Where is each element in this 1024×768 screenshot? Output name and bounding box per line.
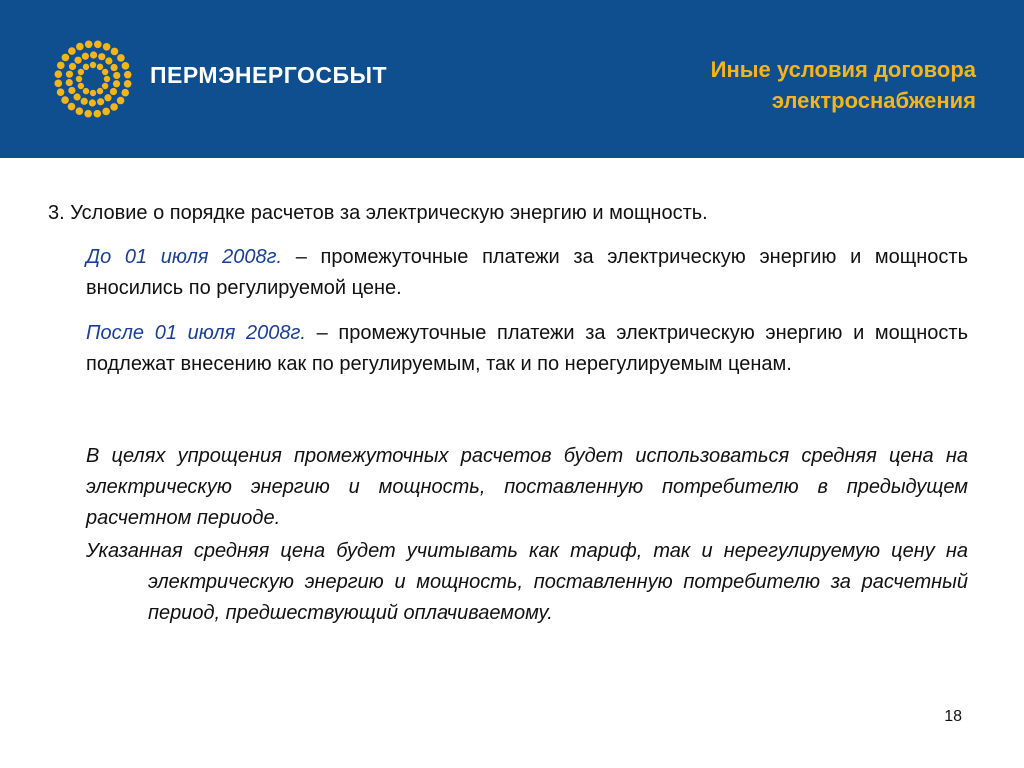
logo-dot [90, 51, 97, 58]
logo-dot [105, 57, 112, 64]
slide-title-line-2: электроснабжения [771, 88, 976, 113]
logo-dot [97, 64, 103, 70]
brand-name: ПЕРМЭНЕРГОСБЫТ [150, 62, 388, 88]
logo-dot [110, 88, 117, 95]
sun-dots-logo-icon [52, 38, 134, 120]
logo-dot [57, 88, 65, 96]
logo-dot [104, 76, 110, 82]
logo-dot [117, 54, 125, 62]
logo-dot [76, 76, 82, 82]
logo-dot [110, 103, 118, 111]
section-heading: 3. Условие о порядке расчетов за электрическую энергию и мощность. [48, 202, 708, 224]
logo-dot [110, 64, 117, 71]
logo-dot [89, 99, 96, 106]
logo-dot [90, 62, 96, 68]
logo-dot [81, 98, 88, 105]
logo-dot [66, 79, 73, 86]
logo-dot [94, 110, 102, 118]
logo-dot [103, 43, 111, 51]
date-after: После 01 июля 2008г. [86, 322, 306, 344]
page-number: 18 [944, 708, 962, 725]
logo-dot [68, 47, 76, 55]
logo-dot [74, 57, 81, 64]
logo-dot [78, 83, 84, 89]
logo-dot [121, 89, 129, 97]
logo-dot [68, 87, 75, 94]
logo-dot [62, 54, 70, 62]
logo-dot [122, 62, 130, 70]
logo-dot [97, 88, 103, 94]
logo-dot [102, 83, 108, 89]
header-bar [0, 0, 1024, 158]
logo-dot [113, 80, 120, 87]
logo-dot [104, 94, 111, 101]
logo-dot [83, 64, 89, 70]
logo-dot [68, 103, 76, 111]
logo-dot [76, 43, 84, 51]
slide-title-line-1: Иные условия договора [710, 57, 976, 82]
logo-dot [78, 69, 84, 75]
paragraph-before-text: – промежуточные платежи за электрическую энергию и мощность вносились по регулируемой цене. [86, 246, 968, 299]
slide-title [596, 54, 976, 116]
logo-dot [98, 53, 105, 60]
paragraph-after-july [86, 318, 968, 380]
logo-dot [61, 96, 69, 104]
logo-dot [97, 98, 104, 105]
logo-dot [76, 107, 84, 115]
paragraph-simplification: В целях упрощения промежуточных расчетов будет использоваться средняя цена на электрическую энергию и мощность, поставленную потребителю в предыдущем расчетном периоде. [86, 445, 968, 529]
logo-dot [74, 93, 81, 100]
logo-dot [111, 48, 119, 56]
logo-dot [66, 71, 73, 78]
logo-dot [85, 40, 93, 48]
logo-dot [102, 108, 110, 116]
paragraph-average-price: Указанная средняя цена будет учитывать как тариф, так и нерегулируемую цену на электрическую энергию и мощность, поставленную потребителю за расчетный период, предшествующий оплачиваемому. [86, 540, 968, 624]
logo-dot [102, 69, 108, 75]
date-before: До 01 июля 2008г. [86, 246, 283, 268]
logo-dot [82, 53, 89, 60]
logo-dot [69, 63, 76, 70]
paragraph-after-text: – промежуточные платежи за электрическую энергию и мощность подлежат внесению как по регулируемым, так и по нерегулируемым ценам. [86, 322, 968, 375]
paragraph-before-july [86, 242, 968, 304]
logo-dot [124, 80, 132, 88]
logo-dot [117, 97, 125, 105]
logo-dot [55, 70, 63, 78]
logo-dot [83, 88, 89, 94]
logo-dot [124, 71, 132, 79]
logo-dot [113, 72, 120, 79]
logo-dot [90, 90, 96, 96]
logo-dot [54, 80, 62, 88]
logo-dot [57, 62, 65, 70]
logo-dot [94, 41, 102, 49]
logo-dot [84, 110, 92, 118]
